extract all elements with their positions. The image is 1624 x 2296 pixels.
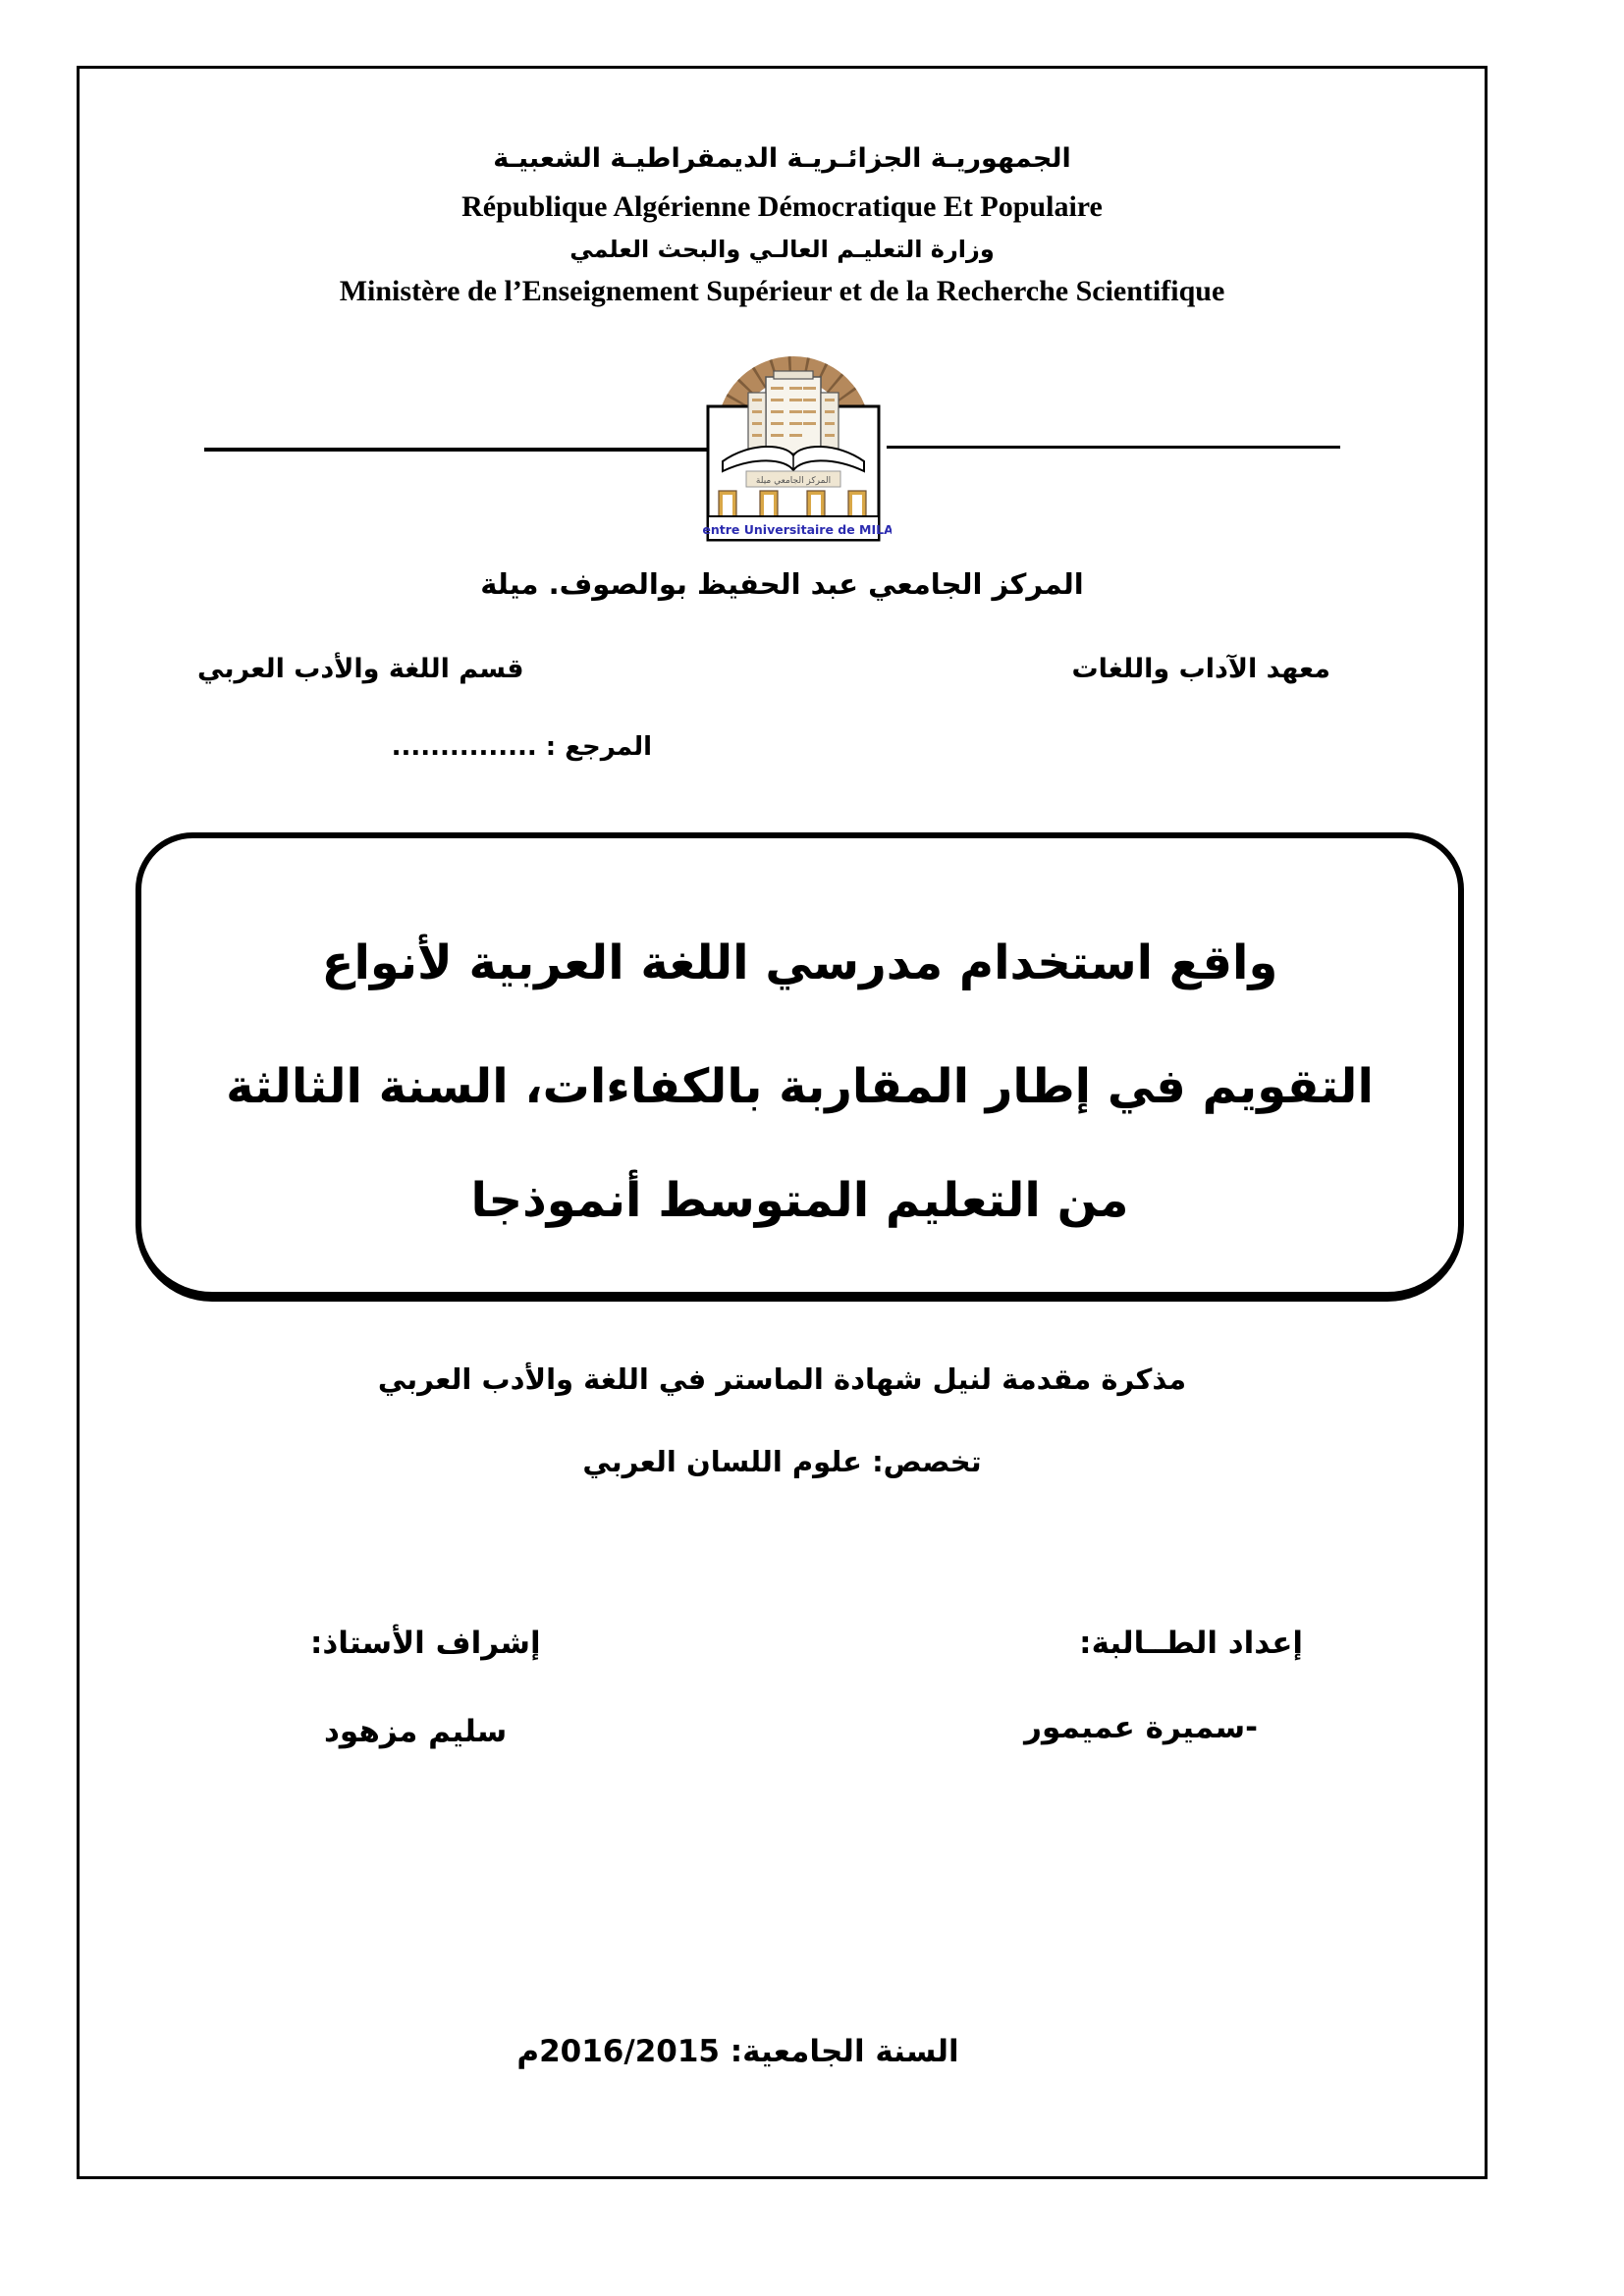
- thesis-title-line-3: من التعليم المتوسط أنموذجا: [470, 1173, 1129, 1228]
- thesis-title-box: [135, 832, 1464, 1302]
- logo-caption: Centre Universitaire de MILA: [703, 522, 892, 537]
- republic-line-fr: République Algérienne Démocratique Et Populaire: [461, 190, 1103, 223]
- horizontal-rule-left: [204, 448, 707, 452]
- university-logo: [703, 338, 892, 548]
- ministry-line-ar: وزارة التعليـم العالـي والبحث العلمي: [569, 236, 995, 263]
- supervisor-label: إشراف الأستاذ:: [310, 1626, 541, 1661]
- page-border-frame: [77, 66, 1488, 2179]
- thesis-title-line-2: التقويم في إطار المقاربة بالكفاءات، السنة الثالثة: [226, 1059, 1374, 1114]
- memo-description: مذكرة مقدمة لنيل شهادة الماستر في اللغة والأدب العربي: [377, 1362, 1187, 1396]
- republic-line-ar: الجمهوريـة الجزائـريـة الديمقراطيـة الشعبيـة: [493, 143, 1071, 174]
- horizontal-rule-right: [887, 446, 1340, 449]
- logo-banner: [746, 471, 840, 487]
- thesis-title-line-1: واقع استخدام مدرسي اللغة العربية لأنواع: [321, 935, 1278, 990]
- institute-name: معهد الآداب واللغات: [1071, 654, 1330, 684]
- department-name: قسم اللغة والأدب العربي: [197, 654, 524, 684]
- academic-year: السنة الجامعية: 2016/2015م: [516, 2034, 959, 2069]
- reference-line: المرجع : ...............: [391, 732, 652, 762]
- university-name: المركز الجامعي عبد الحفيظ بوالصوف. ميلة: [480, 567, 1084, 601]
- supervisor-name: سليم مزهود: [324, 1714, 508, 1749]
- logo-caption-strip: [703, 516, 892, 540]
- ministry-line-fr: Ministère de l’Enseignement Supérieur et de la Recherche Scientifique: [339, 275, 1225, 307]
- logo-banner-text: المركز الجامعي ميلة: [755, 476, 832, 486]
- student-name: -سميرة عميمور: [1024, 1710, 1258, 1745]
- speciality-line: تخصص: علوم اللسان العربي: [582, 1445, 982, 1478]
- prepared-by-label: إعداد الطــالبة:: [1079, 1626, 1303, 1661]
